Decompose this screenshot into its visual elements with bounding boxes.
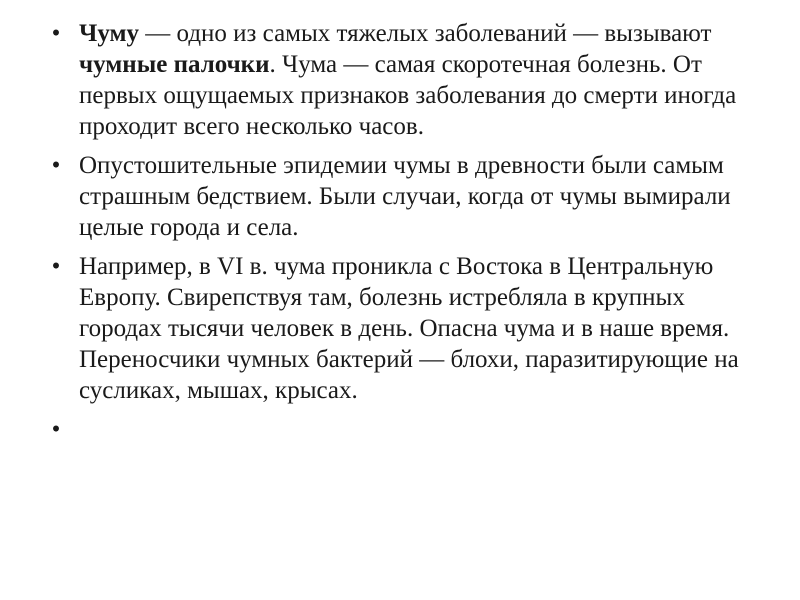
bold-term: Чуму bbox=[79, 20, 140, 47]
bullet-text bbox=[79, 251, 740, 406]
bullet-dot-icon bbox=[49, 251, 63, 282]
bullet-text bbox=[79, 414, 740, 445]
bold-term: чумные палочки bbox=[79, 51, 270, 78]
text-segment: Например, в VI в. чума проникла с Востока в Центральную Европу. Свирепствуя там, болезнь истребляла в крупных городах тысячи человек в день. Опасна чума и в наше время. Переносчики чумных бактерий — блохи, паразитирующие на сусликах, мышах, крысах. bbox=[79, 253, 739, 404]
bullet-dot-icon bbox=[49, 414, 63, 445]
bullet-item bbox=[40, 18, 740, 142]
text-segment: . Чума — самая скоротечная болезнь. От первых ощущаемых признаков заболевания до смерти иногда проходит всего несколько часов. bbox=[79, 51, 737, 140]
bullet-dot-icon bbox=[49, 18, 63, 49]
text-segment: Опустошительные эпидемии чумы в древности были самым страшным бедствием. Были случаи, когда от чумы вымирали целые города и села. bbox=[79, 152, 731, 241]
bullet-dot-icon bbox=[49, 150, 63, 181]
bullet-text bbox=[79, 18, 740, 142]
bullet-text bbox=[79, 150, 740, 243]
bullet-list bbox=[40, 18, 740, 453]
bullet-item-empty bbox=[40, 414, 740, 445]
bullet-item bbox=[40, 150, 740, 243]
text-segment: — одно из самых тяжелых заболеваний — вызывают bbox=[139, 20, 712, 47]
bullet-item bbox=[40, 251, 740, 406]
